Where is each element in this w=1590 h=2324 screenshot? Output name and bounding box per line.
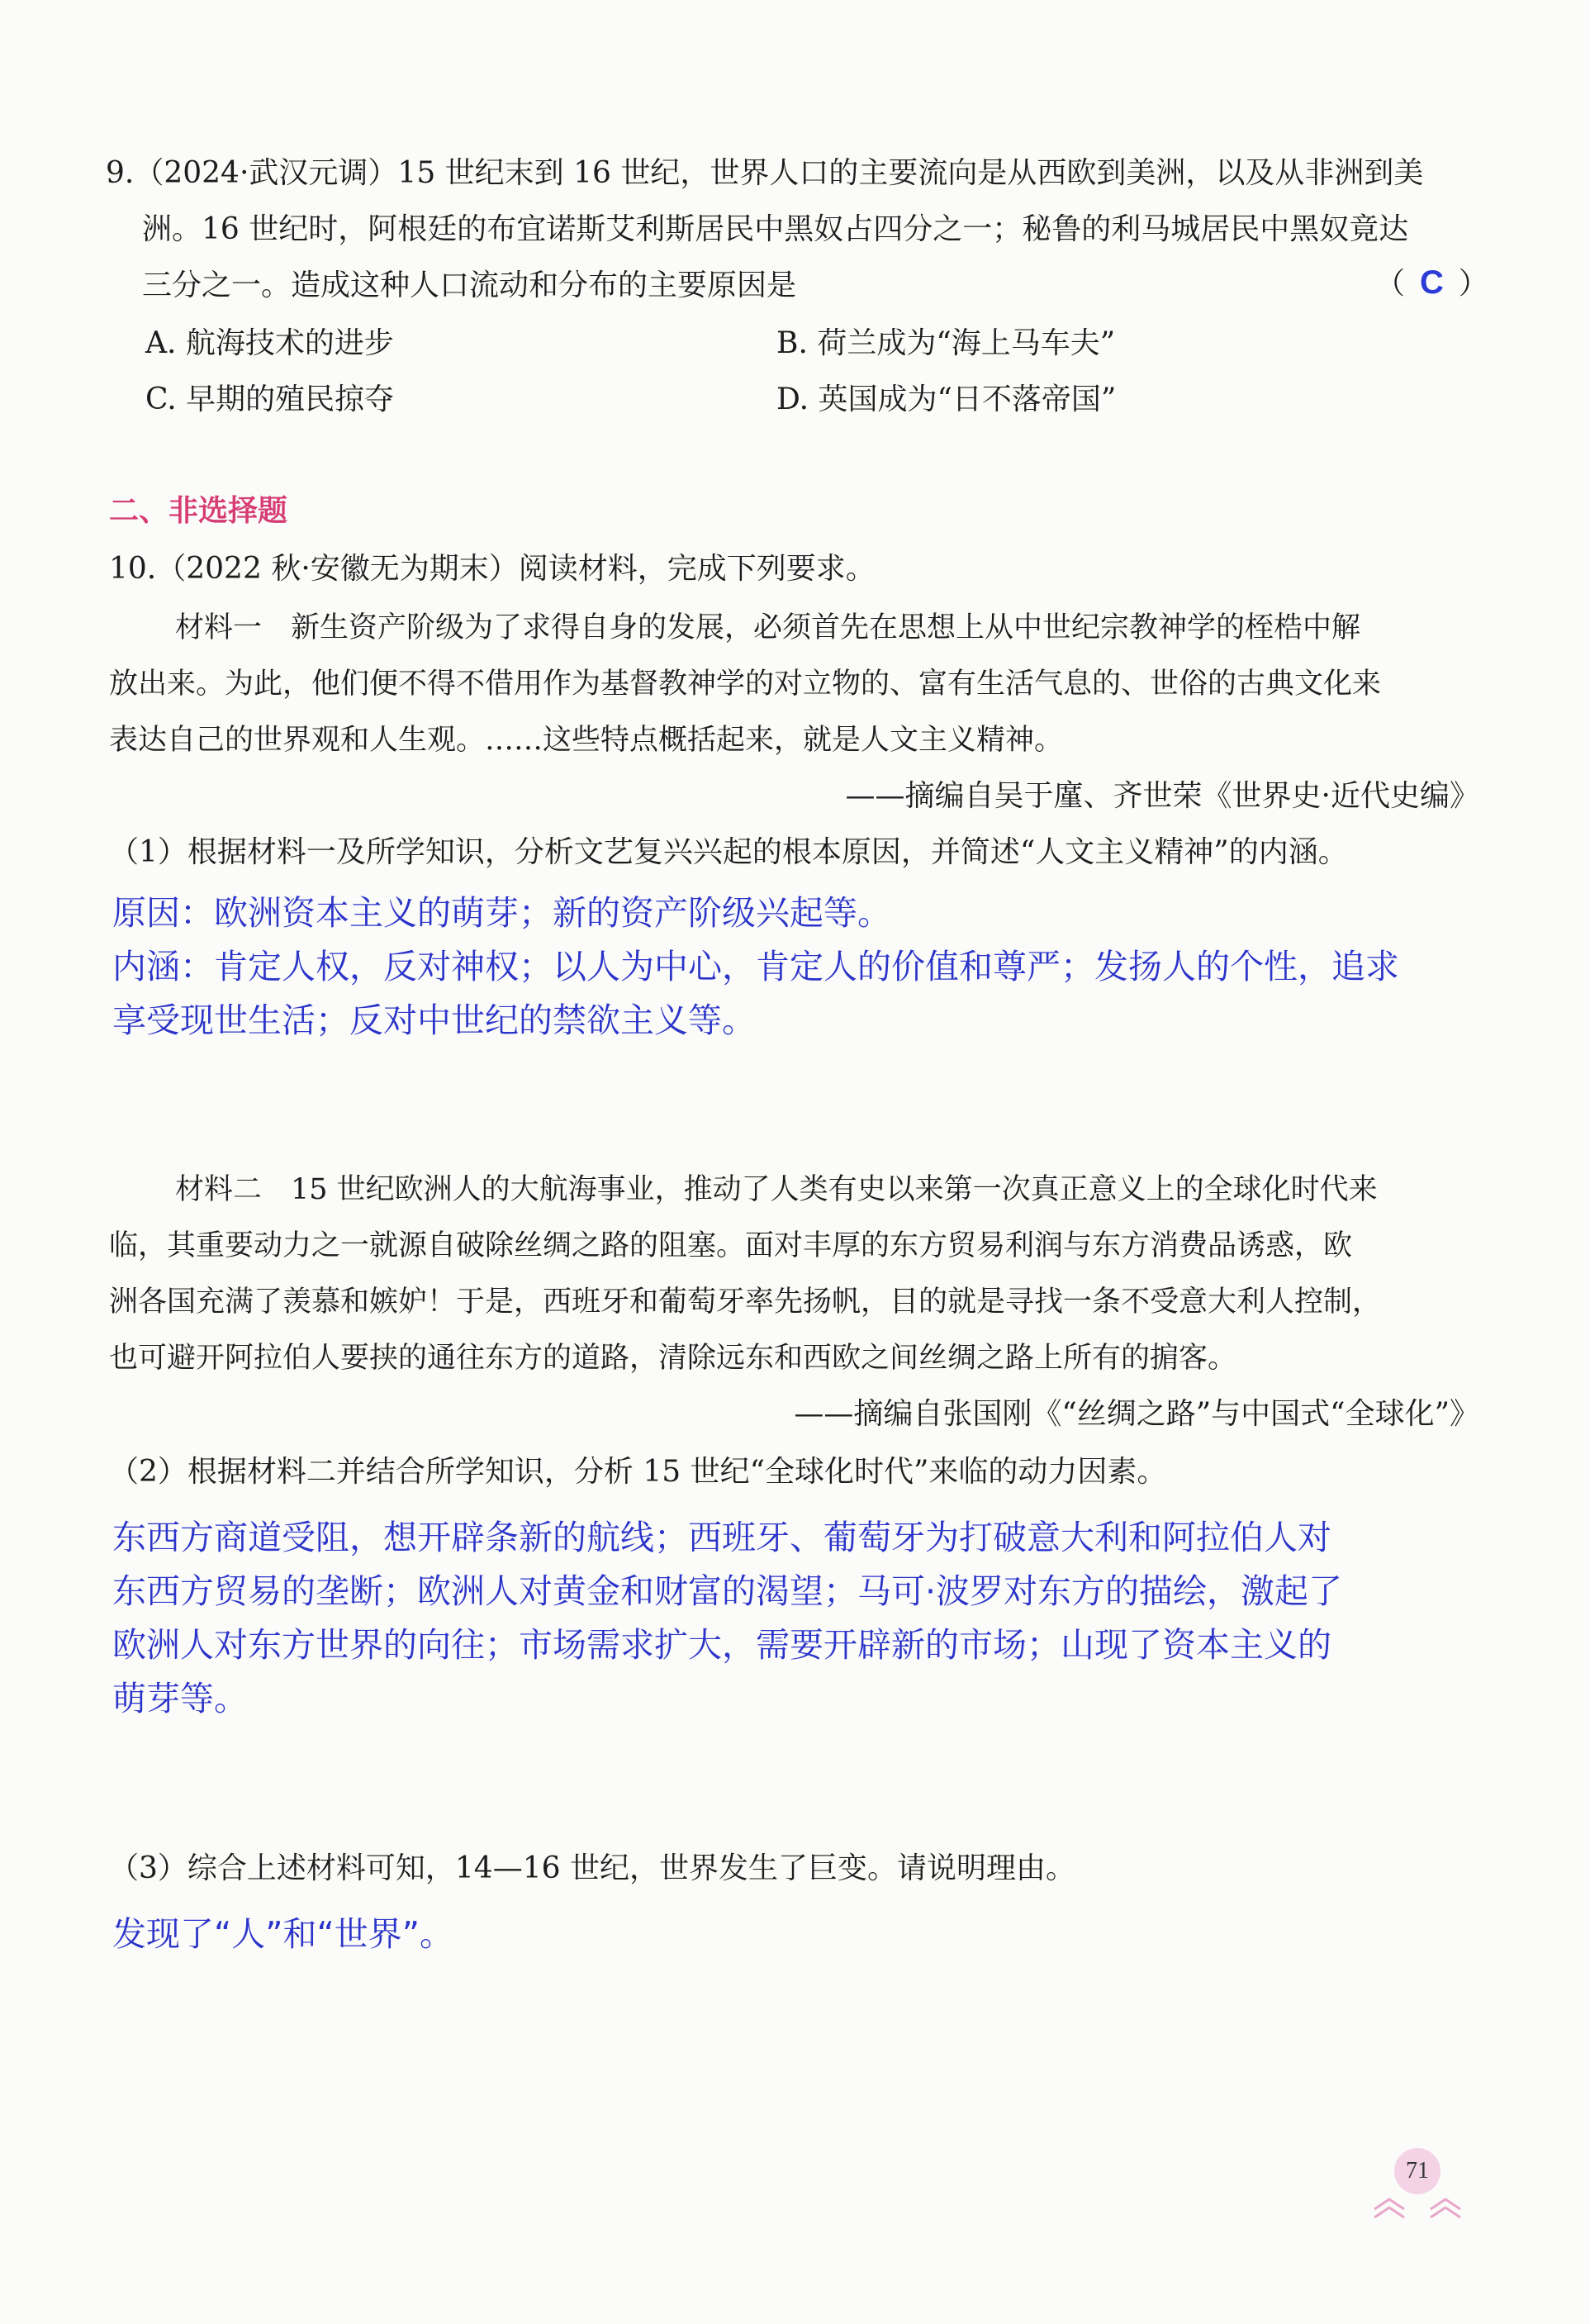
answer-1-line-1: 原因：欧洲资本主义的萌芽；新的资产阶级兴起等。: [112, 893, 891, 933]
material-1-line-1: 材料一 新生资产阶级为了求得自身的发展，必须首先在思想上从中世纪宗教神学的桎梏中解: [175, 611, 1361, 644]
answer-2-line-2: 东西方贸易的垄断；欧洲人对黄金和财富的渴望；马可·波罗对东方的描绘，激起了: [112, 1571, 1343, 1611]
q9-answer-slot: [1375, 264, 1488, 302]
material-2-source: ——摘编自张国刚《“丝绸之路”与中国式“全球化”》: [794, 1397, 1479, 1431]
material-2-line-2: 临，其重要动力之一就源自破除丝绸之路的阻塞。面对丰厚的东方贸易利润与东方消费品诱惑，欧: [109, 1229, 1353, 1262]
material-2-line-4: 也可避开阿拉伯人要挟的通往东方的道路，清除远东和西欧之间丝绸之路上所有的掮客。: [109, 1342, 1237, 1375]
answer-1-line-3: 享受现世生活；反对中世纪的禁欲主义等。: [112, 1000, 756, 1040]
q9-option-d: D. 英国成为“日不落帝国”: [776, 383, 1117, 416]
answer-2-line-4: 萌芽等。: [112, 1679, 248, 1718]
q9-stem-line-1: 9.（2024·武汉元调）15 世纪末到 16 世纪，世界人口的主要流向是从西欧到美洲，以及从非洲到美: [106, 156, 1424, 190]
q9-handwritten-answer: C: [1420, 264, 1444, 301]
q9-stem-line-3: 三分之一。造成这种人口流动和分布的主要原因是: [142, 269, 797, 302]
material-1-line-2: 放出来。为此，他们便不得不借用作为基督教神学的对立物的、富有生活气息的、世俗的古典文化来: [109, 668, 1382, 701]
page-number-badge: 71: [1394, 2148, 1440, 2194]
material-1-source: ——摘编自吴于廑、齐世荣《世界史·近代史编》: [845, 779, 1479, 813]
section-title-non-choice: 二、非选择题: [109, 494, 288, 528]
sub-question-3: （3）综合上述材料可知，14—16 世纪，世界发生了巨变。请说明理由。: [109, 1851, 1075, 1885]
answer-2-line-3: 欧洲人对东方世界的向往；市场需求扩大，需要开辟新的市场；山现了资本主义的: [112, 1625, 1331, 1665]
q10-stem: 10.（2022 秋·安徽无为期末）阅读材料，完成下列要求。: [109, 552, 876, 586]
q9-option-b: B. 荷兰成为“海上马车夫”: [776, 326, 1116, 360]
q9-option-a: A. 航海技术的进步: [145, 326, 394, 360]
answer-3: 发现了“人”和“世界”。: [112, 1914, 453, 1954]
chevron-decoration-icon: [1371, 2191, 1464, 2224]
answer-2-line-1: 东西方商道受阻，想开辟条新的航线；西班牙、葡萄牙为打破意大利和阿拉伯人对: [112, 1518, 1331, 1557]
bracket-open: （: [1375, 267, 1406, 301]
material-2-line-3: 洲各国充满了羡慕和嫉妒！于是，西班牙和葡萄牙率先扬帆，目的就是寻找一条不受意大利人控制，: [109, 1286, 1382, 1319]
sub-question-2: （2）根据材料二并结合所学知识，分析 15 世纪“全球化时代”来临的动力因素。: [109, 1455, 1167, 1489]
sub-question-1: （1）根据材料一及所学知识，分析文艺复兴兴起的根本原因，并简述“人文主义精神”的内涵。: [109, 835, 1348, 869]
answer-1-line-2: 内涵：肯定人权，反对神权；以人为中心，肯定人的价值和尊严；发扬人的个性，追求: [112, 947, 1399, 986]
q9-option-c: C. 早期的殖民掠夺: [145, 383, 395, 416]
material-2-line-1: 材料二 15 世纪欧洲人的大航海事业，推动了人类有史以来第一次真正意义上的全球化时代来: [175, 1173, 1378, 1206]
material-1-line-3: 表达自己的世界观和人生观。……这些特点概括起来，就是人文主义精神。: [109, 724, 1064, 757]
q9-stem-line-2: 洲。16 世纪时，阿根廷的布宜诺斯艾利斯居民中黑奴占四分之一；秘鲁的利马城居民中黑奴竟达: [142, 212, 1409, 246]
bracket-close: ）: [1458, 267, 1488, 301]
